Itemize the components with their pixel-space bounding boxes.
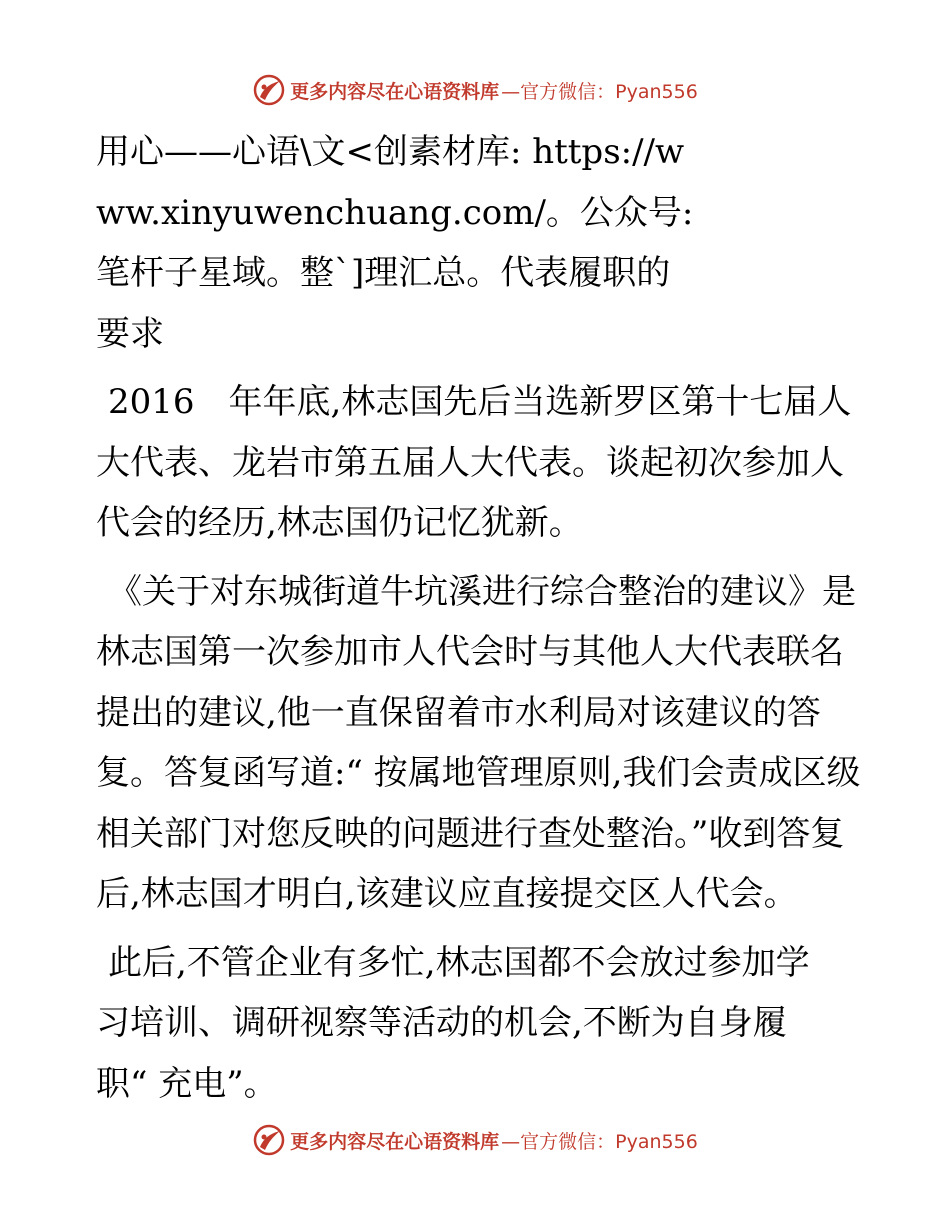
brand-logo-icon	[252, 73, 286, 107]
paragraph-training: 此后,不管企业有多忙,林志国都不会放过参加学习培训、调研视察等活动的机会,不断为自身履职“ 充电”。	[96, 942, 810, 1104]
footer-watermark-banner	[0, 1120, 950, 1160]
footer-banner-wechat: —官方微信：Pyan556	[501, 1130, 698, 1153]
header-banner-wechat: —官方微信：Pyan556	[501, 80, 698, 103]
paragraph-proposal: 《关于对东城街道牛坑溪进行综合整治的建议》是林志国第一次参加市人代会时与其他人大代表联名提出的建议,他一直保留着市水利局对该建议的答复。答复函写道:“ 按属地管理原则,我们会责成区级相关部门对您反映的问题进行查处整治。”收到答复后,林志国才明白,该建议应直接提交区人代会。	[96, 571, 861, 914]
footer-banner-title: 更多内容尽在心语资料库	[290, 1130, 500, 1153]
paragraph-election: 2016 年年底,林志国先后当选新罗区第十七届人大代表、龙岩市第五届人大代表。谈起初次参加人代会的经历,林志国仍记忆犹新。	[96, 382, 852, 543]
header-watermark-banner	[0, 70, 950, 110]
paragraph-source-note: 用心——心语\文<创素材库: https://www.xinyuwenchuang.com/。公众号: 笔杆子星域。整`]理汇总。代表履职的要求	[96, 132, 694, 354]
brand-logo-icon	[252, 1123, 286, 1157]
header-banner-title: 更多内容尽在心语资料库	[290, 80, 500, 103]
document-body	[96, 122, 866, 1122]
